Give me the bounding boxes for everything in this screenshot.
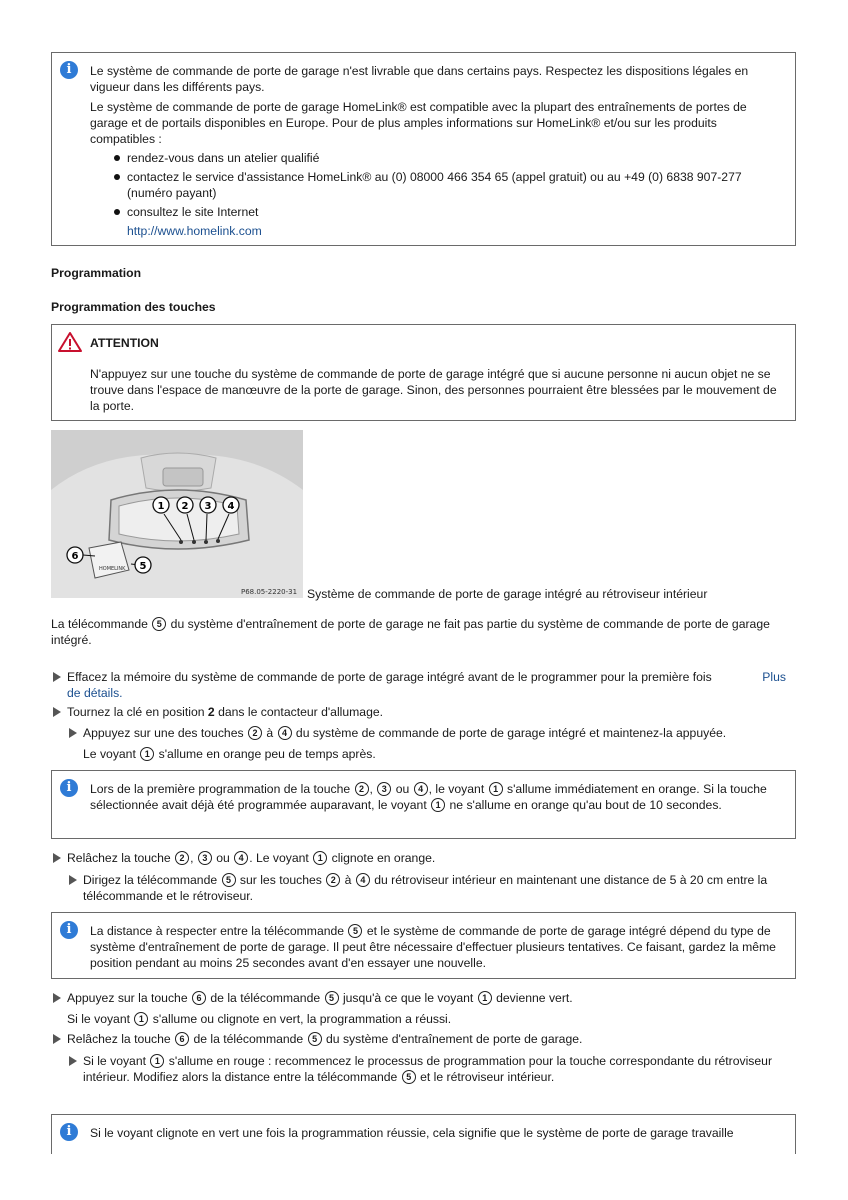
step-red-indicator: Si le voyant 1 s'allume en rouge : recommencez le processus de programmation pour la touche correspondante du rétroviseur intérieur. Modifiez alors la distance entre la télécommande 5 et le rétroviseur intérieur.	[51, 1053, 796, 1085]
step-press-button: Appuyez sur une des touches 2 à 4 du système de commande de porte de garage intégré et maintenez-la appuyée.	[51, 725, 796, 741]
step-point-remote: Dirigez la télécommande 5 sur les touches 2 à 4 du rétroviseur intérieur en maintenant une distance de 5 à 20 cm entre la télécommande et le rétroviseur.	[51, 872, 796, 904]
arrow-icon	[53, 672, 61, 682]
intro-paragraph: La télécommande 5 du système d'entraînement de porte de garage ne fait pas partie du système de commande de porte de garage intégré.	[51, 617, 770, 647]
mirror-illustration	[51, 430, 303, 598]
arrow-icon	[69, 728, 77, 738]
remote-label: HOMELINK	[99, 566, 126, 572]
info-icon: i	[60, 61, 78, 79]
list-item: rendez-vous dans un atelier qualifié	[90, 150, 785, 166]
arrow-icon	[53, 707, 61, 717]
note-text: Le système de commande de porte de garage HomeLink® est compatible avec la plupart des entraînements de portes de garage et de portails disponibles en Europe. Pour de plus amples informations sur HomeLink® et/ou sur les produits compatibles :	[90, 100, 747, 146]
info-note-distance	[51, 912, 796, 979]
section-heading: Programmation	[51, 266, 142, 280]
callout-number: 5	[152, 617, 166, 631]
arrow-icon	[69, 875, 77, 885]
warning-title: ATTENTION	[90, 336, 159, 350]
figure-caption: Système de commande de porte de garage intégré au rétroviseur intérieur	[307, 587, 708, 601]
arrow-icon	[53, 993, 61, 1003]
step-erase-memory: Effacez la mémoire du système de commande de porte de garage intégré avant de le programmer pour la première fois Plus de détails.	[51, 669, 796, 701]
step-press-remote: Appuyez sur la touche 6 de la télécommande 5 jusqu'à ce que le voyant 1 devienne vert.	[51, 990, 796, 1006]
callout-5: 5	[139, 561, 147, 572]
callout-3: 3	[204, 501, 212, 512]
list-item: contactez le service d'assistance HomeLink® au (0) 08000 466 354 65 (appel gratuit) ou au +49 (0) 6838 907-277 (numéro payant)	[90, 169, 785, 201]
figure-code: P68.05-2220-31	[241, 588, 298, 596]
info-icon: i	[60, 921, 78, 939]
callout-4: 4	[227, 501, 235, 512]
info-note-first-programming	[51, 770, 796, 839]
list-item: consultez le site Internet	[90, 204, 785, 220]
warning-text: N'appuyez sur une touche du système de commande de porte de garage intégré que si aucune personne ni aucun objet ne se trouve dans l'espace de manœuvre de la porte de garage. Sinon, des personnes pourraient être blessées par le mouvement de la porte.	[90, 367, 777, 413]
homelink-url-link[interactable]: http://www.homelink.com	[127, 224, 262, 238]
warning-icon	[57, 331, 83, 353]
step-release-button: Relâchez la touche 2 , 3 ou 4 . Le voyant 1 clignote en orange.	[51, 850, 796, 866]
info-icon: i	[60, 1123, 78, 1141]
more-details-link[interactable]: Plus	[762, 670, 786, 684]
callout-6: 6	[71, 551, 79, 562]
step-turn-key: Tournez la clé en position 2 dans le contacteur d'allumage.	[51, 704, 796, 720]
callout-2: 2	[181, 501, 189, 512]
note-text: Le système de commande de porte de garage n'est livrable que dans certains pays. Respectez les dispositions légales en vigueur dans les différents pays.	[90, 64, 749, 94]
arrow-icon	[53, 853, 61, 863]
step-release-remote: Relâchez la touche 6 de la télécommande 5 du système d'entraînement de porte de garage.	[51, 1031, 796, 1047]
note-text: Si le voyant clignote en vert une fois la programmation réussie, cela signifie que le système de porte de garage travaille	[90, 1126, 734, 1140]
arrow-icon	[69, 1056, 77, 1066]
callout-1: 1	[157, 501, 165, 512]
subsection-heading: Programmation des touches	[51, 300, 216, 314]
note-text: Lors de la première programmation de la touche 2 , 3 ou 4 , le voyant 1 s'allume immédiatement en orange. Si la touche sélectionnée avait déjà été programmée auparavant, le voyant 1 ne s'allume en orange qu'au bout de 10 secondes.	[90, 782, 767, 812]
info-note-green-blink	[51, 1114, 796, 1154]
step-success-green: Si le voyant 1 s'allume ou clignote en vert, la programmation a réussi.	[67, 1012, 452, 1026]
more-details-link[interactable]: de détails.	[67, 686, 123, 700]
info-icon: i	[60, 779, 78, 797]
arrow-icon	[53, 1034, 61, 1044]
note-text: La distance à respecter entre la télécommande 5 et le système de commande de porte de garage intégré dépend du type de système d'entraînement de porte de garage. Il peut être nécessaire d'effectuer plusieurs tentatives. Ce faisant, gardez la même position pendant au moins 25 secondes avant d'en essayer une nouvelle.	[90, 924, 776, 970]
step-indicator-orange: Le voyant 1 s'allume en orange peu de temps après.	[83, 747, 376, 761]
info-note-availability	[51, 52, 796, 246]
warning-box	[51, 324, 796, 421]
